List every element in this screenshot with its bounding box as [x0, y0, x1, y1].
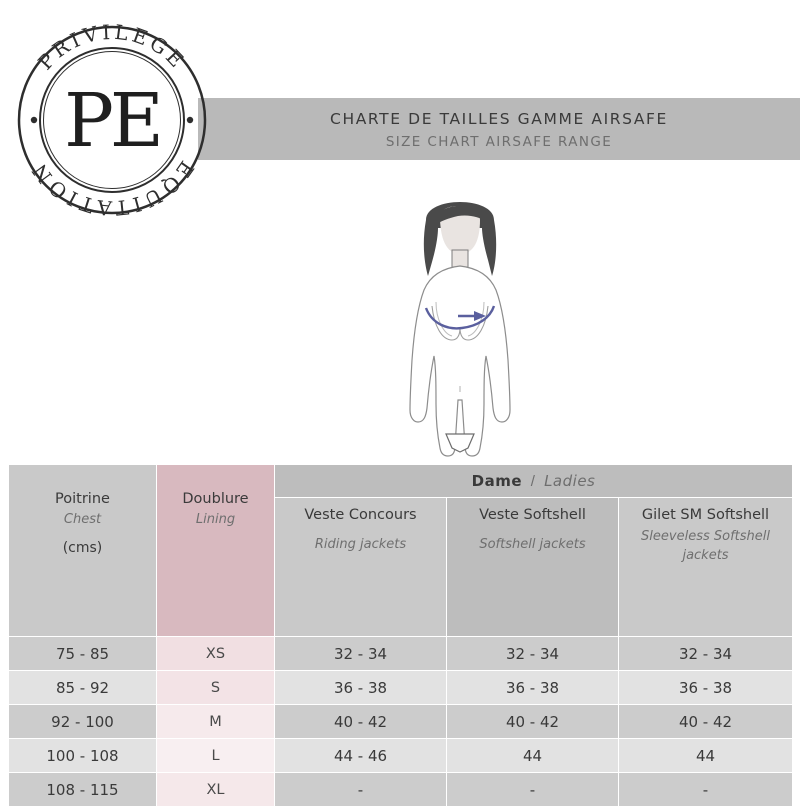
header-cell-ladies	[275, 465, 793, 498]
cell-chest: 75 - 85	[9, 637, 157, 671]
header-cell-chest	[9, 465, 157, 637]
cell-softshell: 40 - 42	[447, 705, 619, 739]
header-fr-riding: Veste Concours	[304, 507, 417, 523]
cell-softshell: -	[447, 773, 619, 807]
svg-text:EQUITATION: EQUITATION	[25, 156, 199, 218]
header-fr-softshell: Veste Softshell	[479, 507, 586, 523]
header-fr-sleeveless: Gilet SM Softshell	[641, 507, 770, 523]
header-en-chest: Chest	[63, 512, 102, 528]
cell-riding: 40 - 42	[275, 705, 447, 739]
brand-logo	[14, 22, 210, 218]
header-unit-chest: (cms)	[62, 539, 103, 556]
cell-chest: 108 - 115	[9, 773, 157, 807]
cell-lining: XS	[157, 637, 275, 671]
measurement-illustration	[370, 190, 550, 490]
header-separator: /	[530, 473, 536, 490]
table-group-header-row	[9, 465, 793, 498]
header-fr-lining: Doublure	[182, 490, 249, 507]
header-cell-riding-jackets	[275, 498, 447, 637]
cell-riding: 36 - 38	[275, 671, 447, 705]
cell-lining: M	[157, 705, 275, 739]
cell-lining: L	[157, 739, 275, 773]
page-title: CHARTE DE TAILLES GAMME AIRSAFE	[330, 110, 668, 128]
page-subtitle: SIZE CHART AIRSAFE RANGE	[385, 134, 613, 150]
header-fr-ladies: Dame	[471, 472, 523, 490]
header-en-sleeveless: Sleeveless Softshell jackets	[641, 528, 770, 564]
female-torso-icon	[370, 190, 550, 490]
cell-softshell: 32 - 34	[447, 637, 619, 671]
table-row	[9, 705, 793, 739]
header-fr-chest: Poitrine	[55, 490, 110, 507]
cell-riding: -	[275, 773, 447, 807]
cell-lining: S	[157, 671, 275, 705]
logo-icon	[14, 22, 210, 218]
cell-lining: XL	[157, 773, 275, 807]
svg-text:PRIVILEGE: PRIVILEGE	[33, 22, 191, 75]
cell-chest: 100 - 108	[9, 739, 157, 773]
cell-softshell: 36 - 38	[447, 671, 619, 705]
header-en-ladies: Ladies	[544, 472, 596, 490]
table-row	[9, 671, 793, 705]
cell-chest: 85 - 92	[9, 671, 157, 705]
cell-sleeveless: 40 - 42	[619, 705, 793, 739]
header-en-softshell: Softshell jackets	[479, 536, 586, 552]
header-cell-softshell-jackets	[447, 498, 619, 637]
svg-text:PE: PE	[64, 78, 160, 164]
header-en-riding: Riding jackets	[314, 536, 407, 552]
cell-sleeveless: 36 - 38	[619, 671, 793, 705]
cell-sleeveless: 32 - 34	[619, 637, 793, 671]
header-band	[198, 98, 800, 160]
header-en-lining: Lining	[195, 512, 236, 528]
table-row	[9, 739, 793, 773]
cell-riding: 32 - 34	[275, 637, 447, 671]
header-cell-sleeveless-softshell	[619, 498, 793, 637]
header-cell-lining	[157, 465, 275, 637]
table-row	[9, 773, 793, 807]
cell-chest: 92 - 100	[9, 705, 157, 739]
cell-sleeveless: 44	[619, 739, 793, 773]
cell-softshell: 44	[447, 739, 619, 773]
cell-riding: 44 - 46	[275, 739, 447, 773]
cell-sleeveless: -	[619, 773, 793, 807]
size-chart-table	[8, 464, 793, 807]
table-row	[9, 637, 793, 671]
